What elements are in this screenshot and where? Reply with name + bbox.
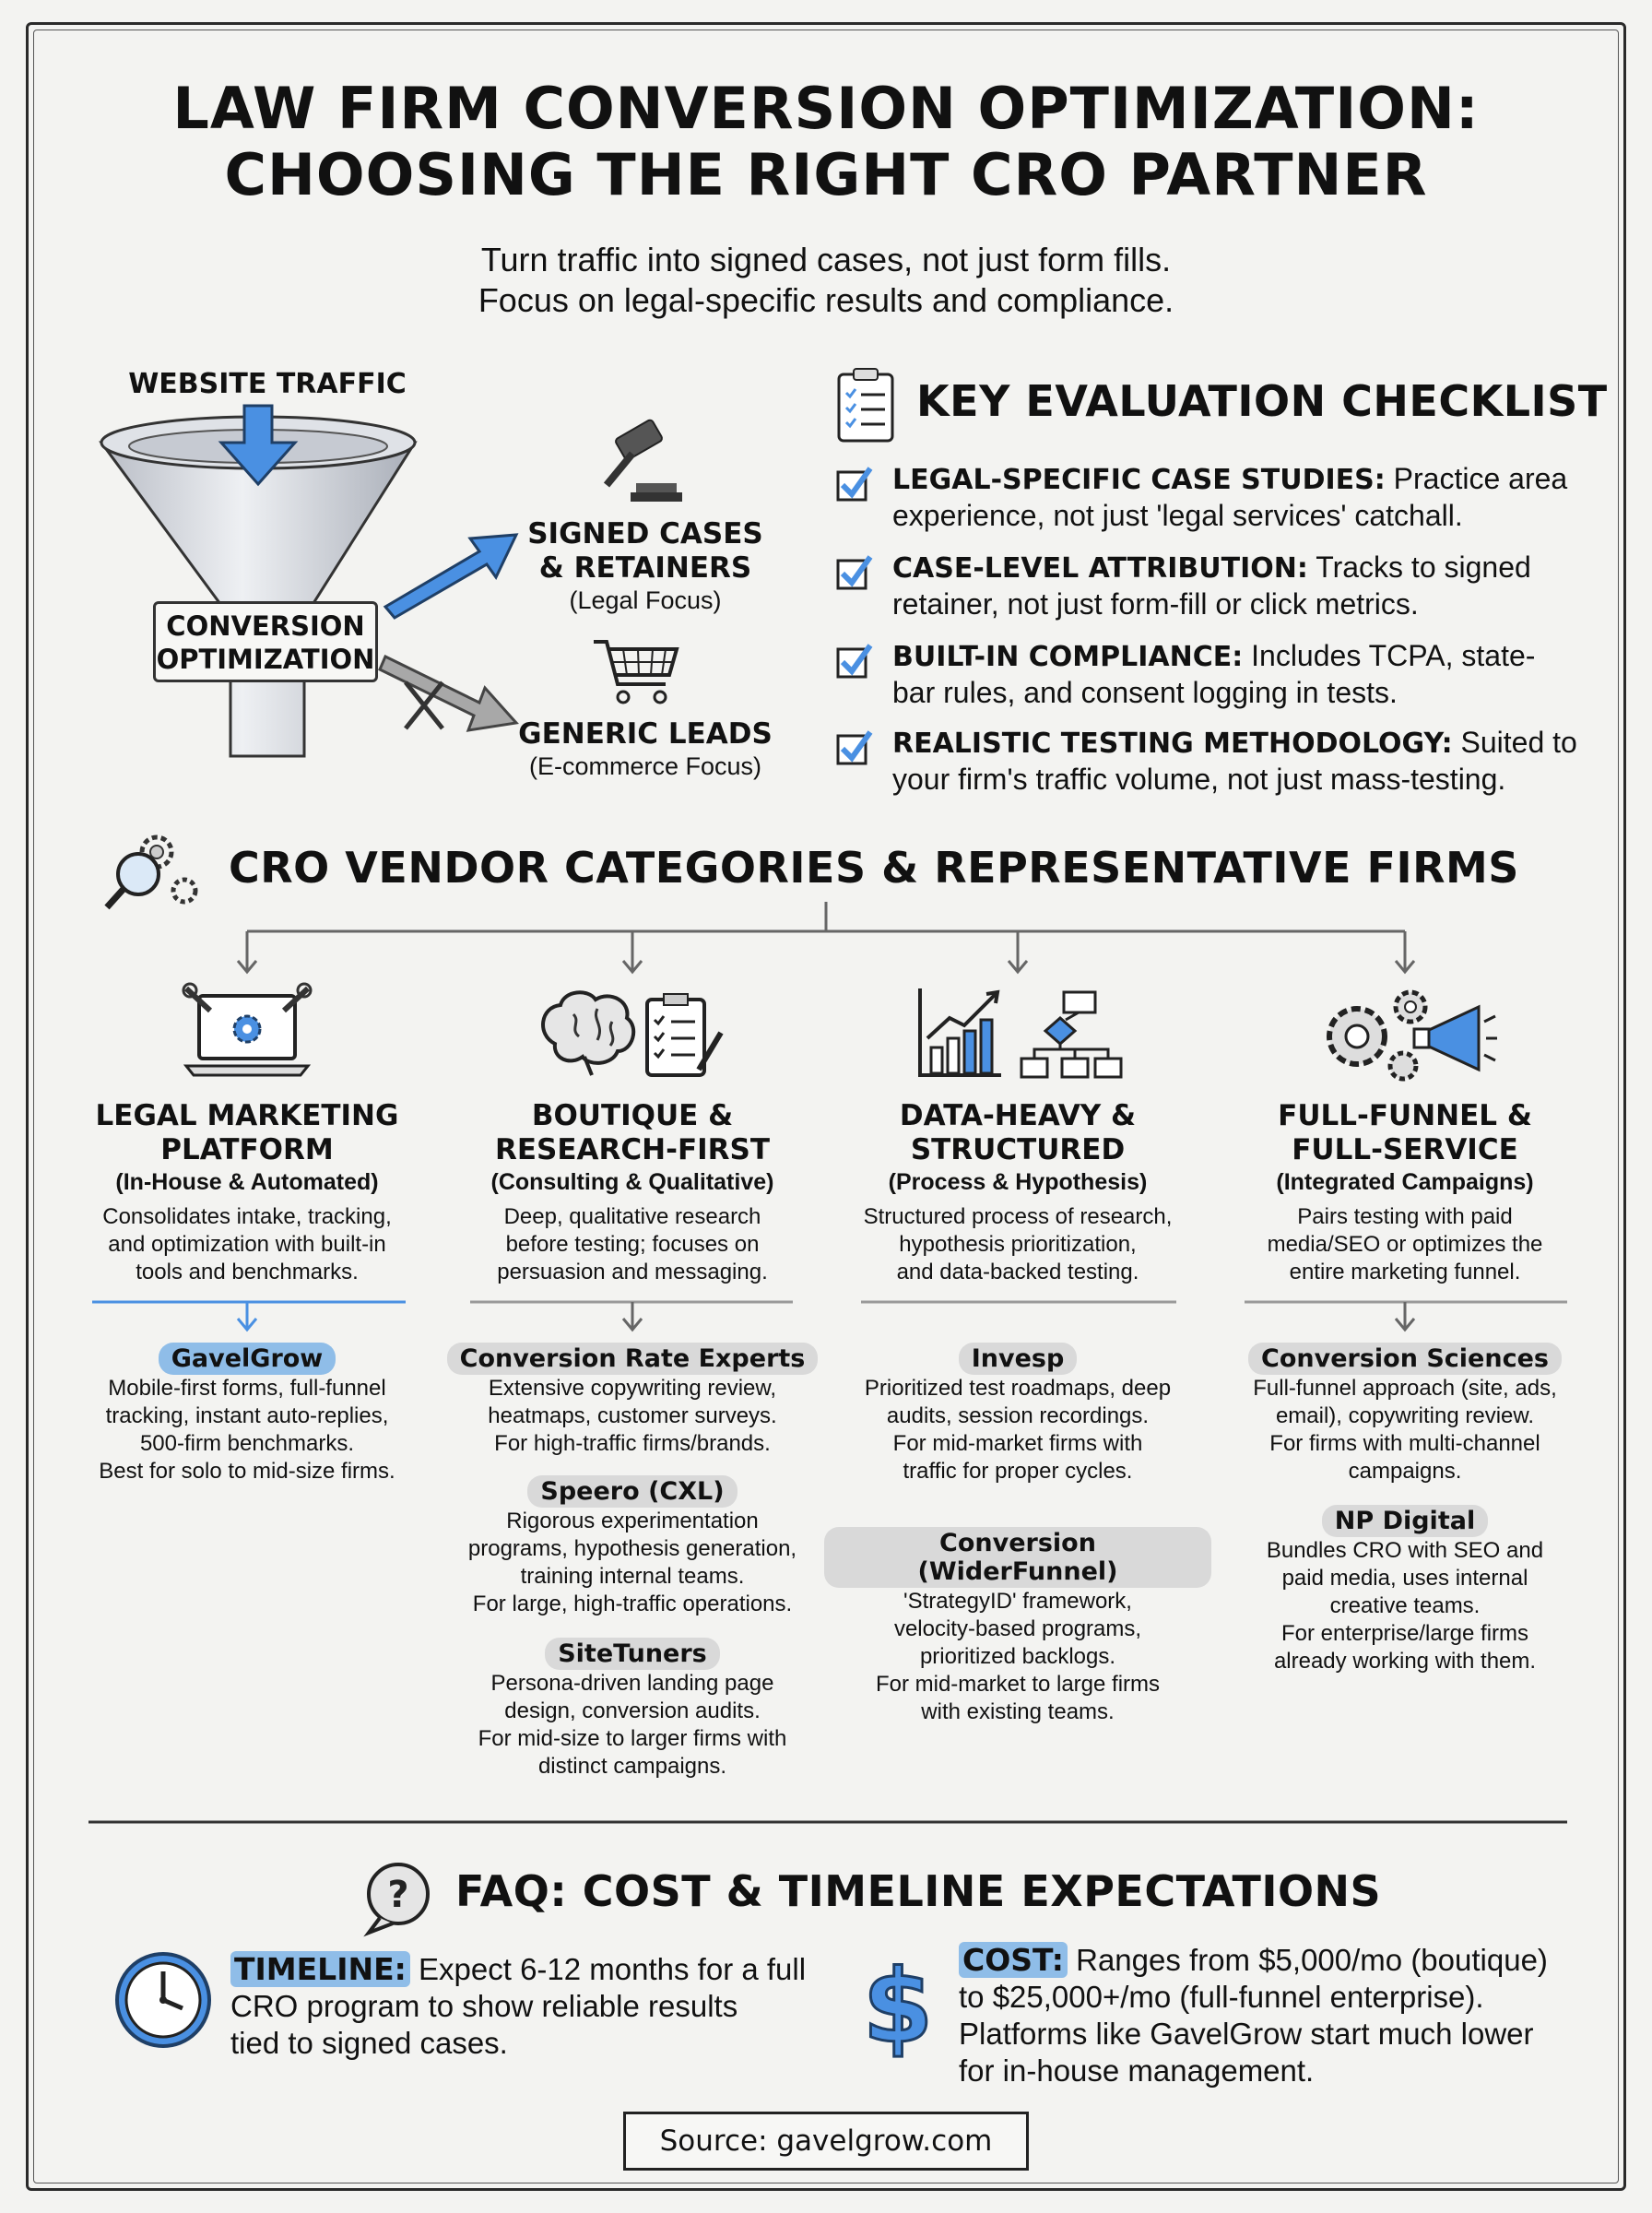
desc-line: 500-firm benchmarks. (139, 1431, 355, 1456)
desc-line: For large, high-traffic operations. (472, 1592, 793, 1616)
vendor-description (1211, 1537, 1599, 1675)
checklist-term: LEGAL-SPECIFIC CASE STUDIES: (892, 464, 1386, 496)
brain-clipboard-icon (537, 988, 730, 1081)
desc-line: For high-traffic firms/brands. (494, 1431, 771, 1456)
vendor-card-conversion-sciences (1211, 1343, 1599, 1485)
vendor-name: Invesp (959, 1343, 1078, 1375)
vendor-card-invesp (824, 1343, 1211, 1485)
checklist-text-2: bar rules, and consent logging in tests. (892, 676, 1398, 709)
category-description (453, 1203, 812, 1286)
category-title-2: PLATFORM (160, 1133, 334, 1166)
desc-line: traffic for proper cycles. (903, 1459, 1133, 1484)
checklist-term: BUILT-IN COMPLIANCE: (892, 641, 1244, 673)
vendor-name: Speero (CXL) (527, 1475, 737, 1508)
vendor-card-sitetuners (439, 1638, 826, 1781)
svg-text:?: ? (387, 1874, 409, 1916)
timeline-text-3: tied to signed cases. (230, 2026, 508, 2060)
vendor-description (1211, 1375, 1599, 1485)
desc-line: paid media, uses internal (1281, 1566, 1528, 1591)
checklist-text: Includes TCPA, state- (1251, 639, 1536, 672)
dollar-icon (861, 1947, 935, 2065)
vendor-card-conversion-rate-experts (439, 1343, 826, 1458)
checklist-text: Suited to (1460, 726, 1577, 759)
faq-heading: FAQ: COST & TIMELINE EXPECTATIONS (455, 1866, 1382, 1916)
category-legal-marketing-platform (67, 1099, 427, 1286)
cost-label: COST: (959, 1942, 1068, 1978)
category-subtitle: (Integrated Campaigns) (1276, 1169, 1534, 1195)
vendor-description (439, 1508, 826, 1618)
desc-line: before testing; focuses on (505, 1232, 760, 1257)
vendor-card-speero (439, 1475, 826, 1618)
checklist-text: Tracks to signed (1316, 550, 1531, 584)
category-title-2: RESEARCH-FIRST (494, 1133, 771, 1166)
desc-line: with existing teams. (921, 1699, 1115, 1724)
desc-line: prioritized backlogs. (919, 1644, 1116, 1669)
category-title-2: FULL-SERVICE (1292, 1133, 1518, 1166)
category-title-1: BOUTIQUE & (531, 1099, 734, 1132)
cost-answer (959, 1942, 1604, 2089)
category-description (67, 1203, 427, 1286)
desc-line: Pairs testing with paid (1297, 1204, 1513, 1229)
category-title-1: LEGAL MARKETING (95, 1099, 399, 1132)
vendor-name: GavelGrow (159, 1343, 336, 1375)
ecommerce-focus-label: (E-commerce Focus) (528, 752, 762, 780)
gears-megaphone-icon (1315, 985, 1499, 1086)
desc-line: and data-backed testing. (896, 1260, 1139, 1284)
desc-line: media/SEO or optimizes the (1267, 1232, 1543, 1257)
box-line-2: OPTIMIZATION (156, 644, 375, 675)
checklist-heading: KEY EVALUATION CHECKLIST (916, 376, 1608, 426)
laptop-gear-icon (183, 983, 312, 1079)
desc-line: Persona-driven landing page (490, 1671, 774, 1696)
desc-line: email), copywriting review. (1275, 1403, 1535, 1428)
subtitle-line-1: Turn traffic into signed cases, not just form fills. (480, 241, 1172, 278)
category-boutique-research-first (453, 1099, 812, 1286)
vendor-card-widerfunnel (824, 1527, 1211, 1726)
cost-text-2: to $25,000+/mo (full-funnel enterprise). (959, 1980, 1484, 2014)
vendor-name: SiteTuners (545, 1638, 720, 1670)
vendors-heading: CRO VENDOR CATEGORIES & REPRESENTATIVE FIRMS (229, 843, 1519, 893)
cost-text-3: Platforms like GavelGrow start much lower (959, 2017, 1534, 2051)
desc-line: For mid-size to larger firms with (478, 1726, 787, 1751)
desc-line: Deep, qualitative research (503, 1204, 761, 1229)
desc-line: heatmaps, customer surveys. (488, 1403, 777, 1428)
desc-line: persuasion and messaging. (497, 1260, 768, 1284)
desc-line: Rigorous experimentation (506, 1509, 759, 1533)
desc-line: Structured process of research, (863, 1204, 1173, 1229)
desc-line: Full-funnel approach (site, ads, (1253, 1376, 1557, 1401)
checklist-term: REALISTIC TESTING METHODOLOGY: (892, 728, 1453, 760)
clock-icon (112, 1949, 214, 2051)
desc-line: 'StrategyID' framework, (903, 1589, 1132, 1614)
desc-line: audits, session recordings. (886, 1403, 1150, 1428)
desc-line: For firms with multi-channel (1269, 1431, 1540, 1456)
desc-line: For enterprise/large firms (1280, 1621, 1529, 1646)
category-full-funnel-full-service (1225, 1099, 1585, 1286)
category-description (838, 1203, 1198, 1286)
title-line-2: CHOOSING THE RIGHT CRO PARTNER (224, 141, 1428, 208)
category-title-1: FULL-FUNNEL & (1278, 1099, 1532, 1132)
category-subtitle: (In-House & Automated) (115, 1169, 379, 1195)
desc-line: hypothesis prioritization, (899, 1232, 1137, 1257)
category-data-heavy-structured (838, 1099, 1198, 1286)
signed-cases-line-2: & RETAINERS (538, 551, 752, 585)
desc-line: Bundles CRO with SEO and (1266, 1538, 1544, 1563)
desc-line: Mobile-first forms, full-funnel (108, 1376, 386, 1401)
category-subtitle: (Consulting & Qualitative) (490, 1169, 774, 1195)
title-line-1: LAW FIRM CONVERSION OPTIMIZATION: (172, 75, 1480, 142)
timeline-answer (230, 1951, 820, 2062)
desc-line: Extensive copywriting review, (488, 1376, 777, 1401)
chart-flowchart-icon (913, 985, 1125, 1084)
source-banner: Source: gavelgrow.com (623, 2112, 1029, 2171)
vendor-description (53, 1375, 441, 1485)
box-line-1: CONVERSION (166, 610, 365, 642)
legal-focus-label: (Legal Focus) (569, 586, 722, 614)
vendor-name: Conversion Rate Experts (447, 1343, 819, 1375)
checklist-text-2: retainer, not just form-fill or click metrics. (892, 587, 1419, 621)
category-subtitle: (Process & Hypothesis) (888, 1169, 1148, 1195)
question-bubble-icon (361, 1859, 439, 1936)
desc-line: design, conversion audits. (504, 1698, 761, 1723)
desc-line: For mid-market to large firms (875, 1672, 1161, 1697)
desc-line: tracking, instant auto-replies, (105, 1403, 389, 1428)
category-title-1: DATA-HEAVY & (899, 1099, 1137, 1132)
desc-line: and optimization with built-in (108, 1232, 386, 1257)
cost-text-1: Ranges from $5,000/mo (boutique) (1076, 1943, 1548, 1977)
desc-line: distinct campaigns. (537, 1754, 727, 1779)
desc-line: creative teams. (1329, 1593, 1481, 1618)
checklist-text-2: experience, not just 'legal services' catchall. (892, 499, 1463, 532)
timeline-text-1: Expect 6-12 months for a full (419, 1952, 807, 1986)
desc-line: already working with them. (1273, 1649, 1537, 1674)
desc-line: Prioritized test roadmaps, deep (864, 1376, 1172, 1401)
generic-leads-label: GENERIC LEADS (518, 717, 773, 751)
timeline-label: TIMELINE: (230, 1951, 410, 1987)
checklist-term: CASE-LEVEL ATTRIBUTION: (892, 552, 1308, 585)
category-title-2: STRUCTURED (910, 1133, 1126, 1166)
vendor-name: Conversion Sciences (1248, 1343, 1562, 1375)
category-description (1225, 1203, 1585, 1286)
desc-line: campaigns. (1348, 1459, 1462, 1484)
desc-line: Best for solo to mid-size firms. (99, 1459, 395, 1484)
signed-cases-line-1: SIGNED CASES (527, 517, 763, 550)
checklist-text: Practice area (1393, 462, 1568, 495)
vendor-card-np-digital (1211, 1505, 1599, 1675)
desc-line: training internal teams. (520, 1564, 745, 1589)
checklist-text-2: your firm's traffic volume, not just mass-testing. (892, 763, 1506, 796)
desc-line: programs, hypothesis generation, (467, 1536, 797, 1561)
vendor-description (824, 1375, 1211, 1485)
vendor-name: Conversion (WiderFunnel) (824, 1527, 1211, 1588)
vendor-description (439, 1375, 826, 1458)
cost-text-4: for in-house management. (959, 2053, 1315, 2088)
vendor-card-gavelgrow (53, 1343, 441, 1485)
vendor-name: NP Digital (1322, 1505, 1488, 1537)
desc-line: Consolidates intake, tracking, (102, 1204, 392, 1229)
website-traffic-label: WEBSITE TRAFFIC (128, 368, 407, 400)
timeline-text-2: CRO program to show reliable results (230, 1989, 738, 2023)
vendor-description (439, 1670, 826, 1781)
desc-line: velocity-based programs, (893, 1616, 1142, 1641)
subtitle-line-2: Focus on legal-specific results and compliance. (478, 281, 1174, 319)
desc-line: entire marketing funnel. (1289, 1260, 1521, 1284)
desc-line: For mid-market firms with (892, 1431, 1143, 1456)
vendor-description (824, 1588, 1211, 1726)
desc-line: tools and benchmarks. (136, 1260, 359, 1284)
svg-text:$: $ (862, 1947, 934, 2065)
